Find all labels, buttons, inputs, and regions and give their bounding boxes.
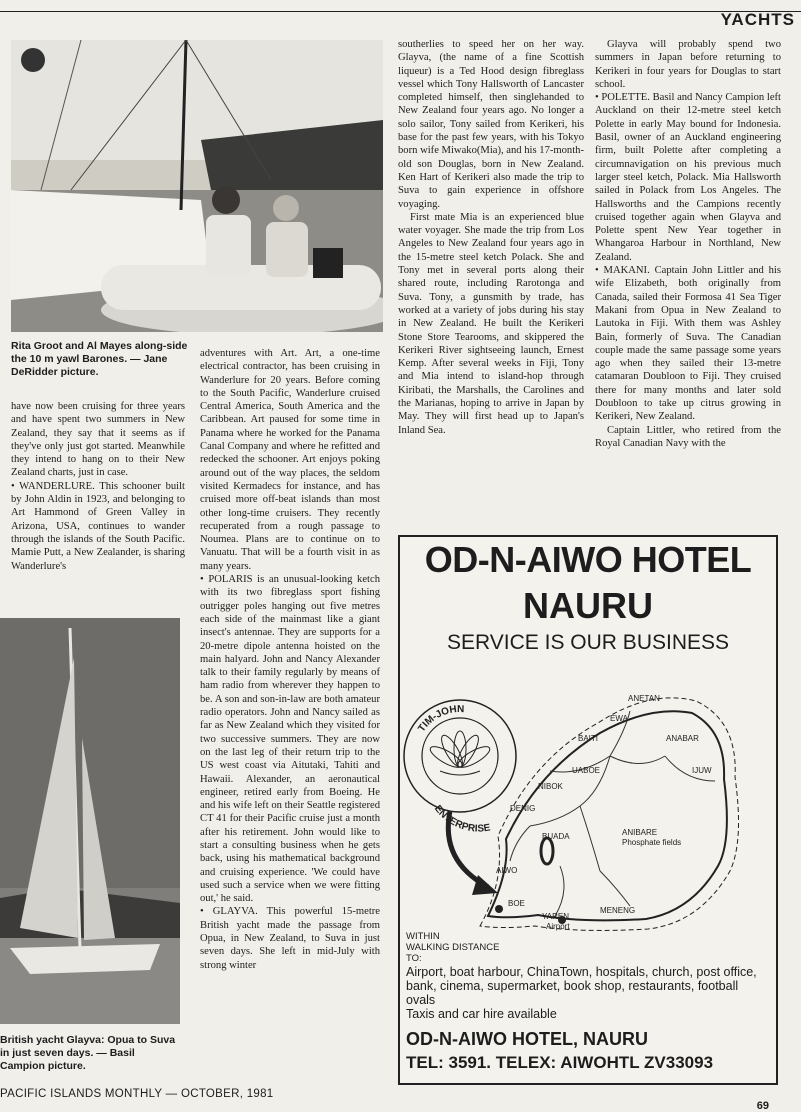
map-label-meneng: MENENG — [600, 906, 636, 915]
caption-text: Rita Groot and Al Mayes along-side the 10 m yawl Barones. — Jane DeRidder picture. — [11, 340, 188, 378]
logo-side-text: ENTERPRISE — [431, 803, 492, 835]
svg-text:TIM-JOHN — [416, 704, 464, 734]
ad-slogan: SERVICE IS OUR BUSINESS — [446, 631, 730, 654]
logo-top-text: TIM-JOHN — [416, 703, 465, 735]
page-number: 69 — [756, 1100, 769, 1112]
taxi-note: Taxis and car hire available — [406, 1007, 557, 1021]
paragraph: First mate Mia is an experienced blue water voyager. She made the trip from Los Angeles to New Zealand four years ago in the 15-metre steel ketch Polack. She and Tony met in several ports along their shared route, including Rarotonga and Suva. Tony, a gunsmith by trade, has worked at a variety of jobs during his stay in New Zealand. He built the Kerikeri Stone Store Tearooms, and skippered the Kerikeri River sightseeing launch, Ernest Kemp. After several weeks in Fiji, Tony and Mia intend to island-hop through Kiribati, the Marshalls, the Carolines and the Marianas, hoping to arrive in Japan by May. They will first head up to Japan's Inland Sea. — [398, 211, 584, 436]
contact-line: TEL: 3591. TELEX: AIWOHTL ZV33093 — [406, 1053, 714, 1072]
paragraph: • MAKANI. Captain John Littler and his wife Elizabeth, both originally from Canada, sailed their Formosa 41 Sea Tiger Makani from Opua in New Zealand to Lautoka in Fiji. With them was Ashley Bain, formerly of Suva. The Canadian couple made the same passage some years ago when they sailed their 13-metre catamaran Doubloon to Fiji. They cruised there for many months and later sold Doubloon to take up citrus growing in Kerikeri, New Zealand. — [595, 265, 781, 423]
map-label-boe: BOE — [508, 899, 525, 908]
map-label-anetan: ANETAN — [628, 694, 660, 703]
hotel-name-line: OD-N-AIWO HOTEL, NAURU — [406, 1029, 648, 1049]
map-label-buada: BUADA — [542, 832, 570, 841]
photo-barones — [11, 40, 383, 332]
photo-glayva-caption — [0, 1034, 180, 1073]
map-label-nibok: NIBOK — [538, 782, 563, 791]
paragraph: have now been cruising for three years and have spent two summers in New Zealand, they say that it seems as if they've only just got started. Meanwhile they intend to hang on to their New Zealand charts, just in case. — [11, 401, 185, 479]
map-label-yaren: YAREN — [542, 912, 569, 921]
within-line-2: WALKING DISTANCE — [406, 942, 500, 953]
buada-lagoon — [541, 838, 553, 864]
ad-title-line-2: NAURU — [523, 585, 653, 626]
column-3 — [398, 38, 584, 437]
ad-title-line-1: OD-N-AIWO HOTEL — [424, 539, 752, 580]
map-label-airport: Airport — [546, 922, 570, 931]
amenities-list: Airport, boat harbour, ChinaTown, hospitals, church, post office, bank, cinema, supermarket, book shop, restaurants, football ovals — [406, 965, 757, 1007]
map-label-ijuw: IJUW — [692, 766, 712, 775]
svg-text:ENTERPRISE — [432, 803, 492, 834]
paragraph: Glayva will probably spend two summers in Japan before returning to Kerikeri in four years for Douglas to start school. — [595, 39, 781, 90]
paragraph: • POLETTE. Basil and Nancy Campion left Auckland on their 12-metre steel ketch Polette in early May bound for Indonesia. Basil, owner of an Auckland engineering firm, built Polette after completing a circumnavigation on his previous much larger steel ketch, Polack. Mia Hallsworth sailed in Polack from Los Angeles. The Hallsworths and the Campions recently cruised together again when Glayva and Polette spent New Year together in Whangaroa Harbour in Northland, New Zealand. — [595, 92, 781, 263]
map-label-denig: DENIG — [510, 804, 536, 813]
paragraph: • POLARIS is an unusual-looking ketch with its two fibreglass sport fishing outrigger poles hanging out five metres each side of the mainmast like a giant insect's antennae. They are supports for a 20-metre dipole antenna hoisted on the main halyard. John and Nancy Alexander talk to their family regularly by means of ham radio from wherever they happen to be. A son and son-in-law are both amateur radio operators. John and Nancy sailed as far as New Zealand which they visited for two successive summers. They are now on the last leg of their return trip to the US west coast via Aitutaki, Tahiti and Hawaii. Alexander, an aeronautical engineer, retired early from Boeing. He and his wife left on their Seattle registered CT 41 for their Pacific cruise just a month after his retirement. John would like to start a consulting business when he gets back, using his mathematical background and cruising experience. 'We could have used such a service when we were fitting out,' he said. — [200, 574, 380, 905]
map-label-phosphate: Phosphate fields — [622, 838, 682, 847]
photo-barones-image — [11, 40, 383, 332]
within-line-1: WITHIN — [406, 931, 440, 942]
section-title: YACHTS — [720, 10, 795, 29]
photo-glayva-image — [0, 618, 180, 1024]
paragraph: • GLAYVA. This powerful 15-metre British yacht made the passage from Opua, in New Zealand, to Suva in just seven days. She left in mid-July with strong winter — [200, 906, 380, 971]
column-1 — [11, 400, 185, 573]
paragraph: southerlies to speed her on her way. Glayva, (the name of a fine Scottish liqueur) is a Ted Hood design fibreglass vessel which Tony Hallsworth of Lancaster completed himself, then singlehanded to New Zealand four years ago. No longer a solo sailor, Tony sailed from Kerikeri, his base for the past few years, with his Tokyo born wife Miwako(Mia), and his 17-month-old son Douglas, born in New Zealand. Ken Hart of Kerikeri also made the trip to Suva to gain experience in offshore voyaging. — [398, 39, 584, 210]
caption-text: British yacht Glayva: Opua to Suva in just seven days. — Basil Campion picture. — [0, 1034, 176, 1072]
nauru-map — [400, 661, 776, 961]
photo-glayva — [0, 618, 180, 1024]
hotel-advertisement — [398, 535, 778, 1085]
aiwo-marker — [495, 905, 503, 913]
paragraph: • WANDERLURE. This schooner built by John Aldin in 1923, and belonging to Art Hammond of Green Valley in Arizona, USA, continues to wander through the islands of the South Pacific. Mamie Putt, a New Zealander, is sharing Wanderlure's — [11, 480, 185, 572]
column-2 — [200, 347, 380, 972]
within-line-3: TO: — [406, 953, 422, 964]
column-4 — [595, 38, 781, 450]
header-rule — [0, 11, 801, 12]
paragraph: Captain Littler, who retired from the Royal Canadian Navy with the — [595, 424, 781, 449]
map-label-aiwo: AIWO — [496, 866, 518, 875]
paragraph: adventures with Art. Art, a one-time electrical contractor, has been cruising in Wanderlure for 20 years. Before coming to the South Pacific, Wanderlure cruised Central America, South America and the Caribbean. Art paused for some time in Panama where he worked for the Panama Canal Company and where he refitted and redecked the schooner. Art enjoys poking around out of the way places, the seldom visited Kermadecs for instance, and has cruised more off-beat islands than most other long-time cruisers. They recently recuperated from a rough passage to Noumea. Plans are to continue on to Vanuatu. That will be a fourth visit in as many years. — [200, 348, 380, 572]
map-label-ewa: EWA — [610, 714, 628, 723]
map-label-anabar: ANABAR — [666, 734, 699, 743]
walking-distance-label — [406, 931, 499, 964]
photo-barones-caption — [11, 340, 191, 379]
map-label-anibare: ANIBARE — [622, 828, 658, 837]
page-footer: PACIFIC ISLANDS MONTHLY — OCTOBER, 1981 — [0, 1088, 274, 1100]
map-label-baiti: BAITI — [578, 734, 599, 743]
map-label-uaboe: UABOE — [572, 766, 601, 775]
logo-emblem — [404, 700, 516, 835]
